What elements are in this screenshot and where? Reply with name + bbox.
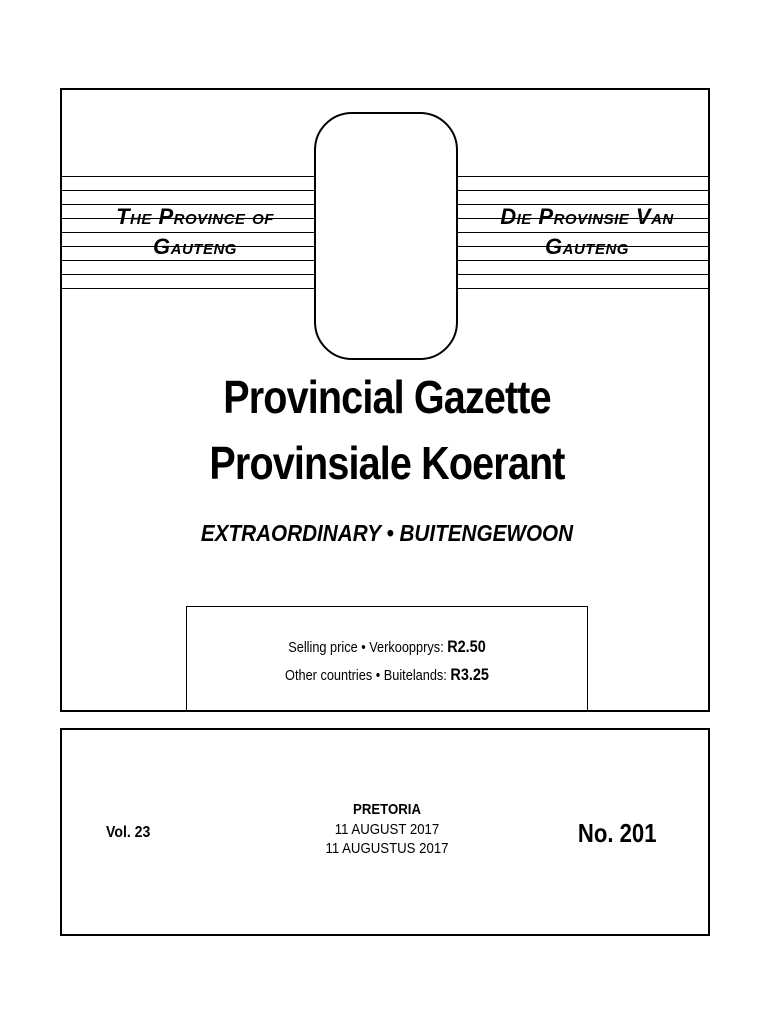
edition-subtitle: EXTRAORDINARY • BUITENGEWOON	[200, 520, 574, 546]
coat-of-arms-frame	[314, 112, 458, 360]
provinsie-line-2: Gauteng	[545, 233, 629, 259]
gazette-cover-header	[60, 88, 710, 712]
issue-date-english: 11 AUGUST 2017	[334, 820, 440, 838]
local-price	[217, 637, 557, 657]
provinsie-line-1: Die Provinsie Van	[500, 204, 674, 229]
province-name-english	[90, 202, 300, 261]
price-box	[186, 606, 588, 712]
title-afrikaans: Provinsiale Koerant	[209, 437, 565, 489]
issue-place-date	[255, 800, 519, 859]
foreign-price-label: Other countries • Buitelands:	[285, 667, 447, 684]
volume-number: Vol. 23	[106, 824, 151, 841]
title-english: Provincial Gazette	[223, 371, 551, 423]
local-price-label: Selling price • Verkoopprys:	[288, 639, 444, 656]
foreign-price	[217, 665, 557, 685]
issue-number: No. 201	[577, 818, 656, 848]
local-price-value: R2.50	[447, 637, 486, 656]
province-line-2: Gauteng	[153, 233, 237, 259]
province-line-1: The Province of	[116, 204, 274, 229]
issue-city: PRETORIA	[353, 801, 421, 818]
province-name-afrikaans	[467, 202, 707, 261]
issue-info-box	[60, 728, 710, 936]
issue-date-afrikaans: 11 AUGUSTUS 2017	[325, 840, 449, 857]
foreign-price-value: R3.25	[450, 665, 489, 684]
